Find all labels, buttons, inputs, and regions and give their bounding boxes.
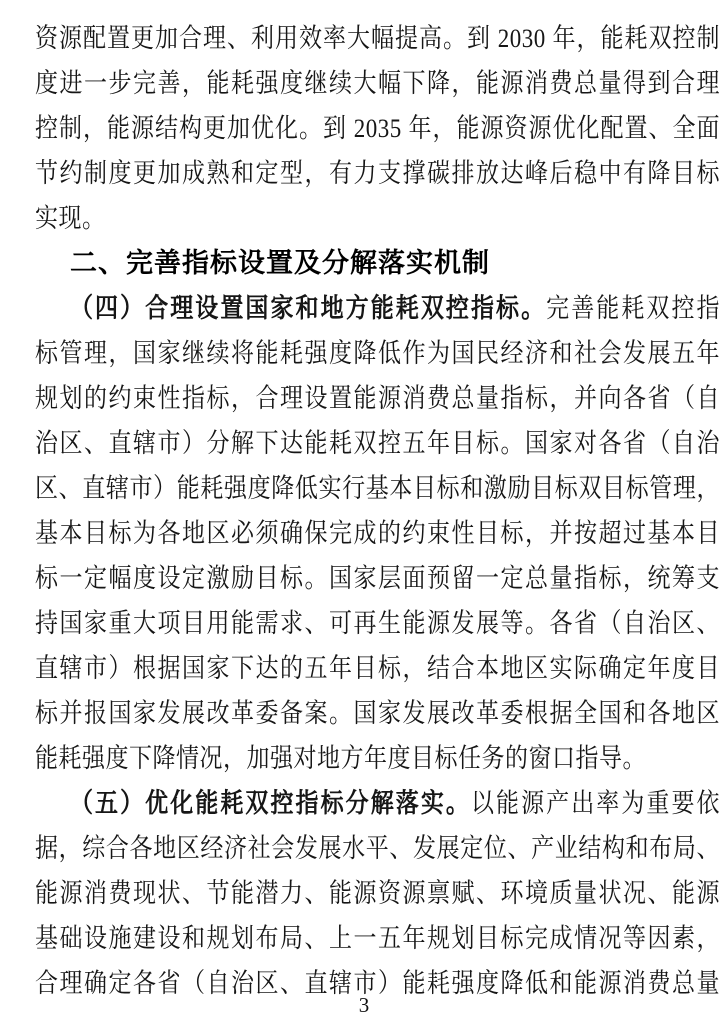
text-line: 基本目标为各地区必须确保完成的约束性目标，并按超过基本目 <box>35 519 720 548</box>
text-line: 合理确定各省（自治区、直辖市）能耗强度降低和能源消费总量 <box>35 969 720 998</box>
text-line: 标管理，国家继续将能耗强度降低作为国民经济和社会发展五年 <box>35 339 720 368</box>
text-line: 基础设施建设和规划布局、上一五年规划目标完成情况等因素， <box>35 924 720 953</box>
text-line: 标一定幅度设定激励目标。国家层面预留一定总量指标，统筹支 <box>35 564 720 593</box>
paragraph-lead: （四）合理设置国家和地方能耗双控指标。 <box>70 294 547 323</box>
text-line: 标并报国家发展改革委备案。国家发展改革委根据全国和各地区 <box>35 699 720 728</box>
text-column <box>35 16 720 1006</box>
paragraph-text: 完善能耗双控指 <box>546 294 720 323</box>
text-line: 节约制度更加成熟和定型，有力支撑碳排放达峰后稳中有降目标 <box>35 159 720 188</box>
text-line: 能耗强度下降情况，加强对地方年度目标任务的窗口指导。 <box>35 744 646 773</box>
page-number: 3 <box>358 993 370 1017</box>
text-line: 度进一步完善，能耗强度继续大幅下降，能源消费总量得到合理 <box>35 69 720 98</box>
paragraph-text: 以能源产出率为重要依 <box>470 789 720 818</box>
text-line: 实现。 <box>35 204 106 233</box>
text-line: 控制，能源结构更加优化。到 2035 年，能源资源优化配置、全面 <box>35 114 720 143</box>
text-line: 治区、直辖市）分解下达能耗双控五年目标。国家对各省（自治 <box>35 429 720 458</box>
text-line: 持国家重大项目用能需求、可再生能源发展等。各省（自治区、 <box>35 609 720 638</box>
paragraph-lead: （五）优化能耗双控指标分解落实。 <box>70 789 471 818</box>
text-line: 能源消费现状、节能潜力、能源资源禀赋、环境质量状况、能源 <box>35 879 720 908</box>
section-heading: 二、完善指标设置及分解落实机制 <box>70 248 490 278</box>
text-line: 区、直辖市）能耗强度降低实行基本目标和激励目标双目标管理， <box>35 474 720 503</box>
text-line: 规划的约束性指标，合理设置能源消费总量指标，并向各省（自 <box>35 384 720 413</box>
text-line: 直辖市）根据国家下达的五年目标，结合本地区实际确定年度目 <box>35 654 720 683</box>
text-line: 据，综合各地区经济社会发展水平、发展定位、产业结构和布局、 <box>35 834 720 863</box>
text-line: 资源配置更加合理、利用效率大幅提高。到 2030 年，能耗双控制 <box>35 24 720 53</box>
